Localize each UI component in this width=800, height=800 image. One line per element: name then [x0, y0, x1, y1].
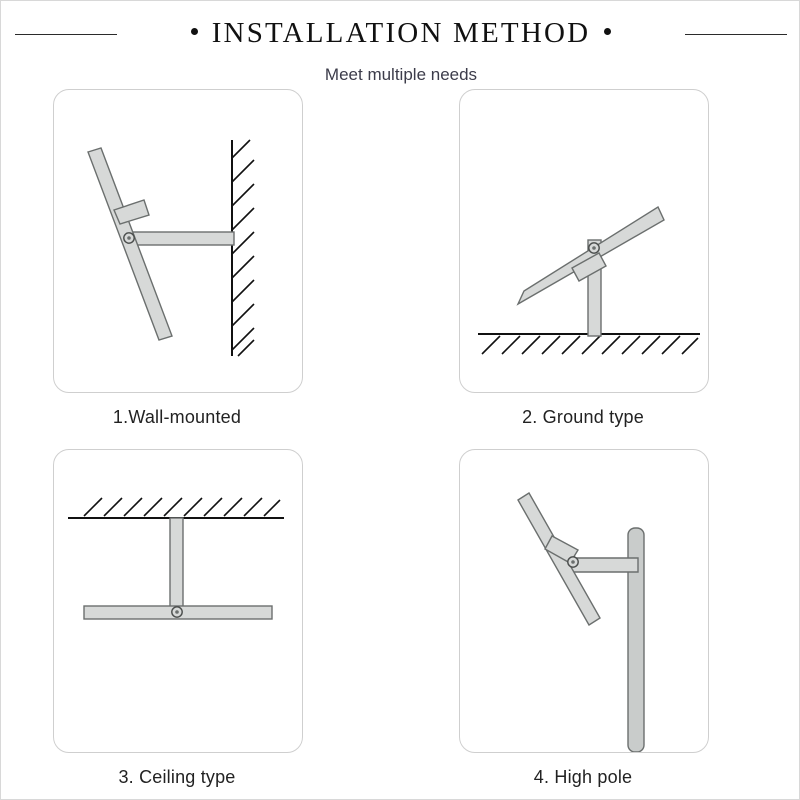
pivot-center-icon: [571, 560, 575, 564]
high-pole-diagram: [460, 450, 708, 752]
ceiling-type-diagram: [54, 450, 302, 752]
diagram-card: [53, 449, 303, 753]
pivot-center-icon: [175, 610, 179, 614]
bullet-right-icon: [604, 28, 611, 35]
pivot-center-icon: [592, 246, 596, 250]
bullet-left-icon: [191, 28, 198, 35]
ceiling-hatching: [84, 498, 280, 516]
vertical-drop-post: [170, 518, 183, 616]
installation-card-wall-mounted: [53, 89, 353, 428]
wall-hatching: [232, 140, 254, 356]
page-header: [1, 1, 800, 67]
horizontal-arm: [126, 232, 234, 245]
ground-hatching: [482, 336, 698, 354]
installation-card-ground-type: [453, 89, 753, 428]
diagram-card: [459, 449, 709, 753]
installation-card-ceiling-type: [53, 449, 353, 788]
page-title-row: [1, 17, 800, 50]
page-title: INSTALLATION METHOD: [211, 17, 591, 49]
diagram-card: [459, 89, 709, 393]
card-caption: 1.Wall-mounted: [112, 407, 242, 427]
card-caption: 3. Ceiling type: [118, 767, 236, 787]
installation-card-high-pole: [453, 449, 753, 788]
diagram-card: [53, 89, 303, 393]
pivot-center-icon: [127, 236, 131, 240]
wall-mounted-diagram: [54, 90, 302, 392]
page-subtitle: Meet multiple needs: [324, 65, 478, 84]
card-caption: 4. High pole: [533, 767, 633, 787]
card-caption: 2. Ground type: [522, 407, 644, 427]
ground-type-diagram: [460, 90, 708, 392]
